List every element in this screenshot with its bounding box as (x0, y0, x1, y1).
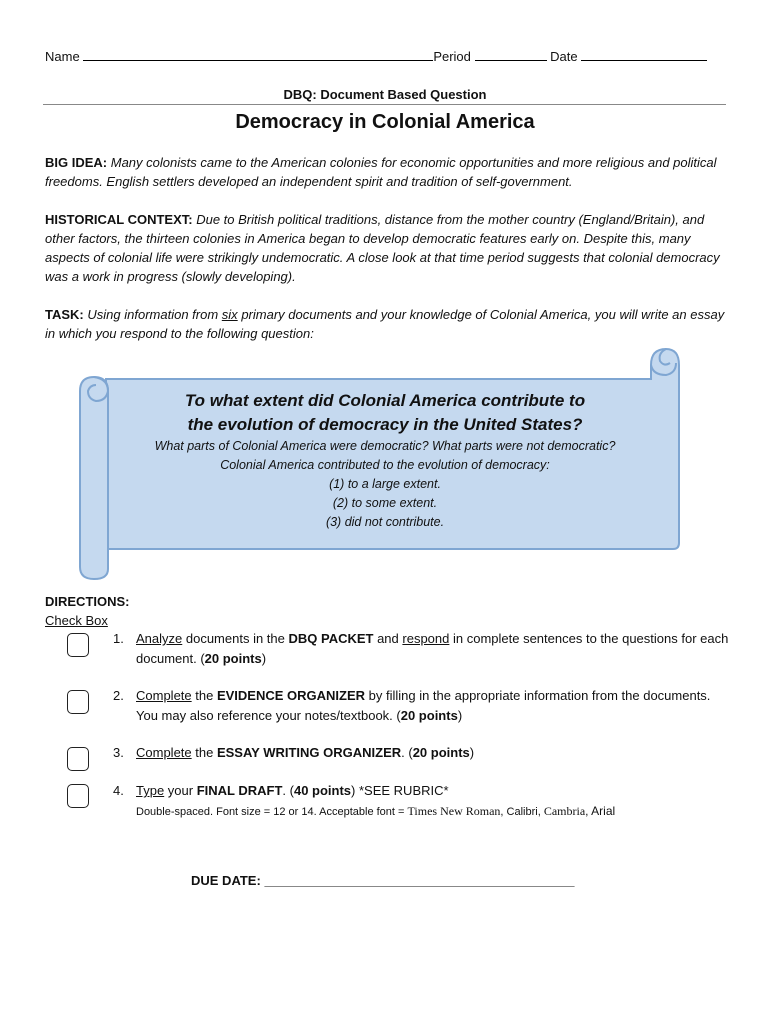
item-text: ) *SEE RUBRIC* (351, 783, 449, 798)
scroll-contribution-line: Colonial America contributed to the evolution of democracy: (220, 458, 550, 472)
item-text: . ( (401, 745, 413, 760)
checkbox-3[interactable] (67, 747, 89, 771)
font-cambria: Cambria (543, 804, 586, 818)
checkbox-1[interactable] (67, 633, 89, 657)
item-verb: Type (136, 783, 165, 798)
scroll-question-2: the evolution of democracy in the United States? (187, 415, 583, 434)
item-verb: Analyze (136, 631, 183, 646)
period-field[interactable] (475, 46, 547, 61)
item-text: ) (261, 651, 267, 666)
task-text-post: primary documents and your knowledge of Colonial America, you will write an essay in which you respond to the following question: (45, 307, 725, 341)
scroll-option-3: (3) did not contribute. (325, 515, 445, 529)
big-idea-paragraph (45, 153, 730, 191)
item-points: 20 points (412, 745, 470, 760)
item-points: 40 points (293, 783, 352, 798)
item-verb: Complete (136, 745, 192, 760)
scroll-question-1: To what extent did Colonial America contribute to (184, 391, 586, 410)
context-label: HISTORICAL CONTEXT: (45, 212, 193, 227)
direction-item-4 (113, 781, 733, 823)
scroll-option-1: (1) to a large extent. (329, 477, 441, 491)
item-bold: FINAL DRAFT (196, 783, 283, 798)
item-text: and (373, 631, 403, 646)
header-fields (45, 46, 725, 66)
item-text: the (191, 745, 217, 760)
page-title: Democracy in Colonial America (235, 111, 535, 133)
dbq-label: DBQ: Document Based Question (283, 87, 487, 102)
item-text: documents in the (182, 631, 289, 646)
item-points: 20 points (204, 651, 262, 666)
direction-item-2 (113, 686, 733, 728)
due-date-label: DUE DATE: (191, 873, 261, 888)
date-label: Date (550, 49, 578, 64)
format-note-text: Double-spaced. Font size = 12 or 14. Acceptable font = (136, 806, 408, 818)
item-text: the (191, 688, 217, 703)
item-number: 1. (113, 631, 124, 646)
direction-item-3 (113, 743, 733, 765)
name-field[interactable] (83, 46, 433, 61)
task-label: TASK: (45, 307, 84, 322)
scroll-subquestion: What parts of Colonial America were democratic? What parts were not democratic? (154, 439, 616, 453)
item-bold: DBQ PACKET (288, 631, 374, 646)
font-times: Times New Roman (407, 804, 501, 818)
task-text-pre: Using information from (87, 307, 219, 322)
task-paragraph (45, 305, 730, 343)
item-number: 3. (113, 745, 124, 760)
big-idea-text: Many colonists came to the American colonies for economic opportunities and more religious and political freedoms. English settlers developed an independent spirit and tradition of self-government. (45, 155, 717, 189)
scroll-option-2: (2) to some extent. (332, 496, 438, 510)
date-field[interactable] (581, 46, 707, 61)
checkbox-4[interactable] (67, 784, 89, 808)
directions-label: DIRECTIONS: (45, 594, 130, 609)
item-text: ) (457, 708, 463, 723)
item-verb: Complete (136, 688, 192, 703)
item-points: 20 points (400, 708, 458, 723)
due-date-line (191, 871, 574, 890)
font-calibri: , Calibri, (500, 806, 544, 818)
header-divider (43, 104, 726, 105)
font-arial: , Arial (585, 804, 616, 818)
item-number: 2. (113, 688, 124, 703)
context-paragraph (45, 210, 730, 286)
item-bold: ESSAY WRITING ORGANIZER (216, 745, 402, 760)
item-text: ) (469, 745, 475, 760)
name-label: Name (45, 49, 80, 64)
item-text: by filling in the appropriate information from the documents. You may also reference your notes/textbook. ( (136, 688, 711, 723)
item-text: your (164, 783, 197, 798)
item-text: . ( (282, 783, 294, 798)
checkbox-2[interactable] (67, 690, 89, 714)
item-verb-2: respond (402, 631, 450, 646)
period-label: Period (433, 49, 471, 64)
context-text: Due to British political traditions, distance from the mother country (England/Britain), and other factors, the thirteen colonies in America began to develop democratic features early on. Despite this, many aspects of colonial life were strikingly undemocratic. A close look at that time period suggests that colonial democracy was a work in progress (slowly developing). (45, 212, 720, 284)
format-note (136, 803, 733, 820)
direction-item-1 (113, 629, 733, 671)
check-box-label: Check Box (45, 613, 108, 628)
due-date-blank[interactable]: ______________________________________________ (264, 873, 575, 888)
item-text: in complete sentences to the questions for each document. ( (136, 631, 729, 666)
big-idea-label: BIG IDEA: (45, 155, 108, 170)
task-six: six (221, 307, 238, 322)
item-number: 4. (113, 783, 124, 798)
item-bold: EVIDENCE ORGANIZER (216, 688, 366, 703)
